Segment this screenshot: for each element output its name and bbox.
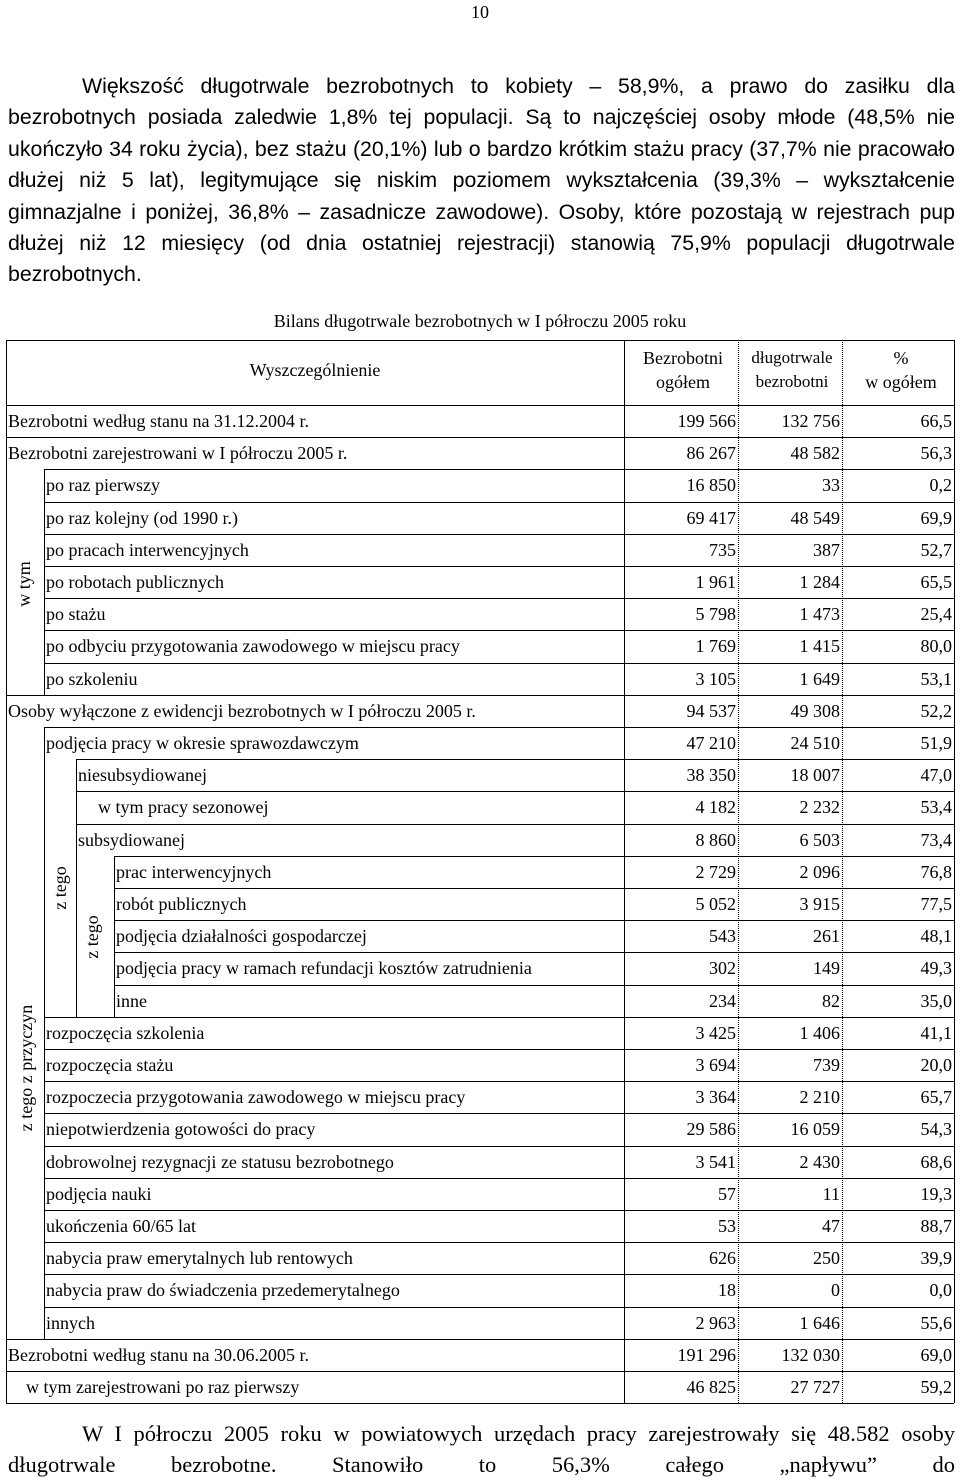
longterm-column-divider [842,340,843,1403]
row-longterm: 387 [813,539,840,560]
row-total: 199 566 [677,411,736,431]
row-percent: 59,2 [920,1377,952,1397]
row-percent: 52,7 [920,539,952,560]
row-label: innych [46,1312,95,1333]
row-percent: 51,9 [920,733,952,753]
row-longterm: 47 [822,1216,840,1236]
row-label: ukończenia 60/65 lat [46,1216,196,1236]
row-total: 3 425 [695,1022,736,1043]
row-total: 3 694 [695,1055,736,1075]
row-longterm: 1 473 [799,604,840,625]
row-label: rozpoczęcia szkolenia [46,1022,205,1043]
row-percent: 73,4 [920,829,952,850]
row-longterm: 18 007 [790,765,840,786]
row-percent: 56,3 [920,443,952,464]
row-percent: 65,5 [920,572,952,592]
header-longterm [740,346,844,394]
row-label: po stażu [46,604,106,625]
row-total: 5 798 [695,604,736,625]
row-longterm: 3 915 [799,894,840,914]
intro-text-2: Osoby, które pozostają w rejestrach pup dłużej niż 12 miesięcy (od dnia ostatniej rejestracji) stanowią 75,9% populacji długotrwale bezrobotnych. [8,199,955,287]
group-przyczyn-divider [44,727,45,1339]
row-total: 1 769 [695,636,736,657]
row-total: 4 182 [695,797,736,818]
row-longterm: 27 727 [790,1377,840,1397]
row-longterm: 0 [831,1280,840,1301]
row-longterm: 48 549 [790,507,840,528]
row-total: 5 052 [695,894,736,914]
closing-text: W I półroczu 2005 roku w powiatowych urzędach pracy zarejestrowały się 48.582 osoby długotrwale bezrobotne. Stanowiło to 56,3% całego „napływu” do [8,1421,955,1477]
group-label-z-tego-z-przyczyn: z tego z przyczyn [16,1004,36,1132]
row-total: 53 [718,1216,736,1236]
row-longterm: 82 [822,990,840,1011]
row-total: 234 [709,990,736,1011]
row-label: Osoby wyłączone z ewidencji bezrobotnych w I półroczu 2005 r. [8,700,476,721]
row-total: 8 860 [695,829,736,850]
row-label: rozpoczecia przygotowania zawodowego w miejscu pracy [46,1087,466,1108]
row-label: podjęcia pracy w ramach refundacji kosztów zatrudnienia [116,958,532,979]
header-bottom-border [6,405,954,406]
row-total: 3 105 [695,668,736,689]
header-total-line2: ogółem [656,372,710,392]
row-percent: 53,1 [920,668,952,689]
row-percent: 80,0 [920,636,952,657]
row-total: 191 296 [677,1344,736,1365]
row-percent: 55,6 [920,1312,952,1333]
row-label: w tym zarejestrowani po raz pierwszy [26,1377,300,1397]
row-label: robót publicznych [116,894,247,914]
table-top-border [6,340,954,341]
row-label: podjęcia pracy w okresie sprawozdawczym [46,733,359,753]
row-percent: 20,0 [920,1055,952,1075]
row-label: po odbyciu przygotowania zawodowego w miejscu pracy [46,636,460,657]
row-total: 94 537 [686,700,736,721]
row-percent: 77,5 [920,894,952,914]
row-label: Bezrobotni według stanu na 30.06.2005 r. [8,1344,309,1365]
row-percent: 53,4 [920,797,952,818]
row-total: 47 210 [686,733,736,753]
row-total: 2 963 [695,1312,736,1333]
row-percent: 0,0 [929,1280,952,1301]
header-longterm-line1: długotrwale [751,348,833,367]
group-label-z-tego-1: z tego [50,866,70,910]
row-label: inne [116,990,147,1011]
row-percent: 88,7 [920,1216,952,1236]
row-total: 302 [709,958,736,979]
header-total [628,346,738,394]
row-percent: 19,3 [920,1183,952,1204]
row-longterm: 132 756 [781,411,840,431]
row-label: podjęcia działalności gospodarczej [116,926,367,947]
row-label: rozpoczęcia stażu [46,1055,174,1075]
table-title: Bilans długotrwale bezrobotnych w I półroczu 2005 roku [273,311,687,331]
row-longterm: 1 649 [799,668,840,689]
row-total: 57 [718,1183,736,1204]
row-percent: 68,6 [920,1151,952,1172]
row-longterm: 739 [813,1055,840,1075]
total-column-divider [738,340,739,1403]
row-longterm: 1 284 [799,572,840,592]
row-longterm: 2 232 [799,797,840,818]
row-longterm: 149 [813,958,840,979]
row-longterm: 48 582 [790,443,840,464]
row-percent: 47,0 [920,765,952,786]
row-label: po szkoleniu [46,668,138,689]
row-percent: 25,4 [920,604,952,625]
group-label-w-tym: w tym [14,561,34,607]
closing-paragraph [8,1418,955,1480]
row-longterm: 132 030 [781,1344,840,1365]
row-percent: 52,2 [920,700,952,721]
row-total: 543 [709,926,736,947]
row-total: 69 417 [686,507,736,528]
group-z-tego-1-divider [76,759,77,1017]
header-longterm-line2: bezrobotni [755,372,829,391]
row-total: 29 586 [686,1119,736,1140]
group-z-tego-2-divider [114,856,115,1017]
row-label: po pracach interwencyjnych [46,539,249,560]
row-longterm: 6 503 [799,829,840,850]
row-percent: 48,1 [920,926,952,947]
row-label: dobrowolnej rezygnacji ze statusu bezrobotnego [46,1151,394,1172]
row-total: 735 [709,539,736,560]
row-percent: 0,2 [929,475,952,496]
header-label: Wyszczególnienie [249,360,381,380]
row-longterm: 1 646 [799,1312,840,1333]
row-divider [6,1403,954,1404]
page-number: 10 [471,2,489,22]
row-label: po raz kolejny (od 1990 r.) [46,507,238,528]
group-w-tym-divider [44,469,45,694]
row-longterm: 1 415 [799,636,840,657]
row-total: 2 729 [695,861,736,882]
row-longterm: 33 [822,475,840,496]
row-label: w tym pracy sezonowej [98,797,269,818]
row-longterm: 49 308 [790,700,840,721]
row-longterm: 11 [822,1183,840,1204]
row-longterm: 250 [813,1248,840,1269]
header-percent-line1: % [893,348,909,368]
row-total: 626 [709,1248,736,1269]
row-longterm: 261 [813,926,840,947]
row-longterm: 24 510 [790,733,840,753]
row-longterm: 1 406 [799,1022,840,1043]
header-percent-line2: w ogółem [865,372,937,392]
row-longterm: 16 059 [790,1119,840,1140]
intro-text-1: Większość długotrwale bezrobotnych to kobiety – 58,9%, a prawo do zasiłku dla bezrobotnych posiada zaledwie 1,8% tej populacji. Są to najczęściej osoby młode (48,5% nie ukończyło 34 roku życia), bez stażu (20,1%) lub o bardzo krótkim stażu pracy (37,7% nie pracowało dłużej niż 5 lat), legitymujące się niskim poziomem wykształcenia (39,3% – wykształcenie gimnazjalne i poniżej, 36,8% – zasadnicze zawodowe). [8,74,955,224]
row-total: 46 825 [686,1377,736,1397]
row-total: 18 [718,1280,736,1301]
row-percent: 35,0 [920,990,952,1011]
row-total: 3 364 [695,1087,736,1108]
row-label: Bezrobotni zarejestrowani w I półroczu 2005 r. [8,443,348,464]
row-longterm: 2 210 [799,1087,840,1108]
row-label: niesubsydiowanej [78,765,207,786]
row-percent: 66,5 [920,411,952,431]
row-percent: 41,1 [920,1022,952,1043]
row-percent: 69,9 [920,507,952,528]
label-column-border [624,340,625,1403]
row-label: nabycia praw do świadczenia przedemerytalnego [46,1280,400,1301]
row-percent: 39,9 [920,1248,952,1269]
group-label-z-tego-2: z tego [82,915,102,959]
row-label: po robotach publicznych [46,572,224,592]
row-total: 38 350 [686,765,736,786]
header-total-line1: Bezrobotni [643,348,723,368]
table-left-border [6,340,7,1403]
row-percent: 54,3 [920,1119,952,1140]
row-label: podjęcia nauki [46,1183,152,1204]
row-label: nabycia praw emerytalnych lub rentowych [46,1248,353,1269]
row-percent: 65,7 [920,1087,952,1108]
row-percent: 76,8 [920,861,952,882]
row-total: 86 267 [686,443,736,464]
row-total: 3 541 [695,1151,736,1172]
row-longterm: 2 096 [799,861,840,882]
row-percent: 49,3 [920,958,952,979]
row-label: Bezrobotni według stanu na 31.12.2004 r. [8,411,309,431]
row-longterm: 2 430 [799,1151,840,1172]
row-total: 1 961 [695,572,736,592]
row-label: subsydiowanej [78,829,185,850]
row-label: niepotwierdzenia gotowości do pracy [46,1119,316,1140]
row-label: prac interwencyjnych [116,861,272,882]
row-percent: 69,0 [920,1344,952,1365]
row-total: 16 850 [686,475,736,496]
row-label: po raz pierwszy [46,475,160,496]
header-percent [846,346,956,394]
table-right-border [954,340,955,1403]
